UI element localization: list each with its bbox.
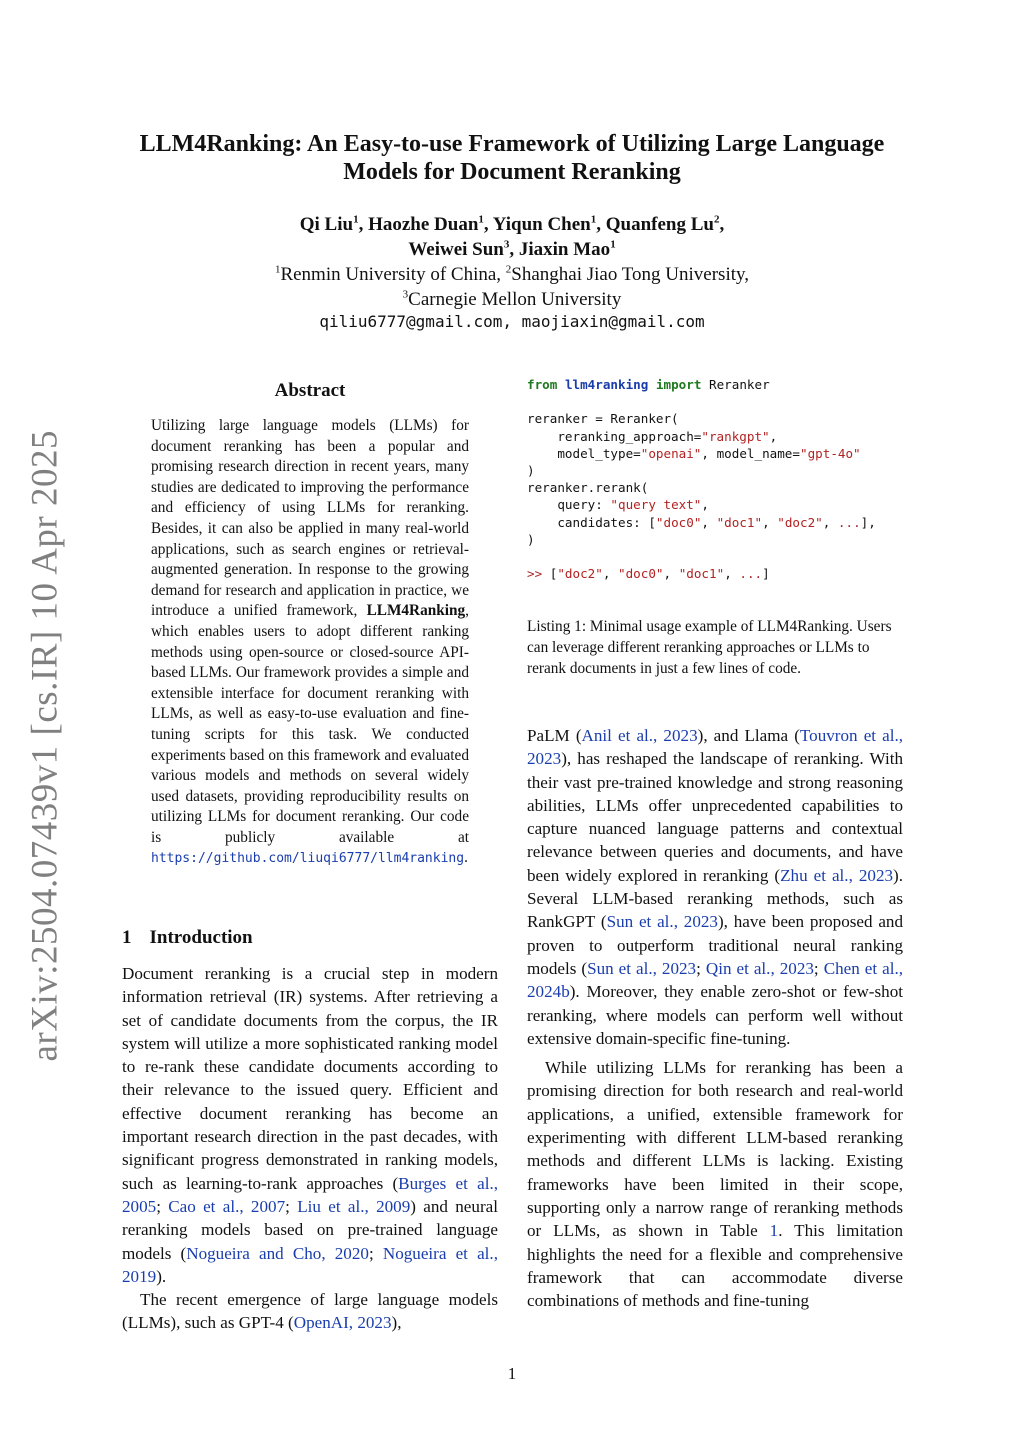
author-name: Haozhe Duan — [368, 214, 479, 235]
page-number: 1 — [507, 1364, 517, 1383]
paragraph: The recent emergence of large language models (LLMs), such as GPT-4 (OpenAI, 2023), — [122, 1290, 498, 1333]
code-listing: from llm4ranking import Reranker reranker = Reranker( reranking_approach="rankgpt", model_type="openai", model_name="gpt-4o" ) reranker.rerank( query: "query text", candidates: ["doc0", "doc1", "doc2", ...], ) >> ["doc2", "doc0", "doc1", ...] — [527, 377, 876, 582]
citation-link[interactable]: Liu et al., 2009 — [297, 1196, 411, 1216]
author-name: Jiaxin Mao — [518, 239, 611, 260]
title-line-1: LLM4Ranking: An Easy-to-use Framework of Utilizing Large Language — [139, 131, 885, 157]
author-name: Qi Liu — [299, 214, 354, 235]
paragraph: PaLM (Anil et al., 2023), and Llama (Touvron et al., 2023), has reshaped the landscape of reranking. With their vast pre-trained knowledge and strong reasoning abilities, LLMs offer unprecedented capabilities to capture nuanced language patterns and contextual relevance between queries and documents, and have been widely explored in reranking (Zhu et al., 2023). Several LLM-based reranking methods, such as RankGPT (Sun et al., 2023), have been proposed and proven to outperform traditional neural ranking models (Sun et al., 2023; Qin et al., 2023; Chen et al., 2024b). Moreover, they enable zero-shot or few-shot reranking, where models can perform well without extensive domain-specific fine-tuning. — [527, 726, 904, 1048]
paper-title — [100, 130, 924, 186]
author-list — [150, 212, 874, 262]
citation-link[interactable]: Qin et al., 2023 — [705, 958, 814, 978]
author-line-2: Weiwei Sun$^3$, Jiaxin Mao$^1$ — [408, 238, 616, 260]
paragraph: Document reranking is a crucial step in modern information retrieval (IR) systems. After retrieving a set of candidate documents from the corpus, the IR system will utilize a more sophisticated ranking model to re-rank these candidate documents according to their relevance to the issued query. Efficient and effective document reranking has become an important research direction in the past decades, with significant progress demonstrated in ranking models, such as learning-to-rank approaches (Burges et al., 2005; Cao et al., 2007; Liu et al., 2009) and neural reranking models based on pre-trained language models (Nogueira and Cho, 2020; Nogueira et al., 2019). — [122, 964, 498, 1286]
arxiv-sidebar-stamp: arXiv:2504.07439v1 [cs.IR] 10 Apr 2025 — [24, 430, 66, 1062]
paragraph: While utilizing LLMs for reranking has been a promising direction for both research and real-world applications, a unified, extensible framework for experimenting with different LLM-based reranking methods and different LLMs is lacking. Existing frameworks have been limited in their scope, supporting only a narrow range of reranking methods or LLMs, as shown in Table 1. This limitation highlights the need for a flexible and comprehensive framework that can accommodate diverse combinations of methods and fine-tuning — [527, 1058, 903, 1311]
listing-caption: Listing 1: Minimal usage example of LLM4Ranking. Users can leverage different reranking approaches or LLMs to rerank documents in just a few lines of code. — [527, 618, 892, 677]
citation-link[interactable]: Zhu et al., 2023 — [780, 865, 894, 885]
abstract-heading: Abstract — [274, 380, 346, 401]
framework-name: LLM4Ranking — [366, 602, 466, 620]
intro-column-left — [122, 962, 498, 1335]
citation-link[interactable]: Sun et al., 2023 — [606, 912, 718, 932]
author-name: Quanfeng Lu — [605, 214, 714, 235]
citation-link[interactable]: Burges et al., 2005 — [122, 1173, 498, 1216]
citation-link[interactable]: Touvron et al., 2023 — [527, 726, 904, 769]
author-emails: qiliu6777@gmail.com, maojiaxin@gmail.com — [319, 312, 705, 331]
author-name: Yiqun Chen — [492, 214, 591, 235]
section-heading-introduction: 1 Introduction — [122, 927, 253, 948]
citation-link[interactable]: Nogueira and Cho, 2020 — [186, 1243, 369, 1263]
github-link[interactable]: https://github.com/liuqi6777/llm4ranking — [151, 851, 465, 867]
intro-column-right — [527, 724, 903, 1312]
citation-link[interactable]: Sun et al., 2023 — [587, 958, 697, 978]
citation-link[interactable]: Nogueira et al., 2019 — [122, 1243, 498, 1286]
citation-link[interactable]: OpenAI, 2023 — [293, 1313, 392, 1333]
citation-link[interactable]: Anil et al., 2023 — [581, 726, 698, 745]
author-name: Weiwei Sun — [408, 239, 504, 260]
table-reference-link[interactable]: 1 — [769, 1221, 779, 1241]
author-line-1: Qi Liu$^1$, Haozhe Duan$^1$, Yiqun Chen$^1$, Quanfeng Lu$^2$, — [299, 213, 725, 235]
abstract-body: Utilizing large language models (LLMs) for document reranking has been a popular and promising research direction in recent years, many studies are dedicated to improving the performance and efficiency of using LLMs for reranking. Besides, it can also be applied in many real-world applications, such as search engines or retrieval-augmented generation. In response to the growing demand for research and application in practice, we introduce a unified framework, LLM4Ranking, which enables users to adopt different ranking methods using open-source or closed-source API-based LLMs. Our framework provides a simple and extensible interface for document reranking with LLMs, as well as easy-to-use evaluation and fine-tuning scripts for this task. We conducted experiments based on this framework and evaluated various models and methods on several widely used datasets, providing reproducibility results on utilizing LLMs for document reranking. Our code is publicly available at https://github.com/liuqi6777/llm4ranking. — [151, 417, 469, 867]
citation-link[interactable]: Chen et al., 2024b — [527, 958, 903, 1002]
citation-link[interactable]: Cao et al., 2007 — [168, 1196, 286, 1216]
affiliations: $^1$Renmin University of China, $^2$Shanghai Jiao Tong University, $^3$Carnegie Mellon University — [274, 263, 750, 310]
title-line-2: Models for Document Reranking — [343, 159, 681, 185]
